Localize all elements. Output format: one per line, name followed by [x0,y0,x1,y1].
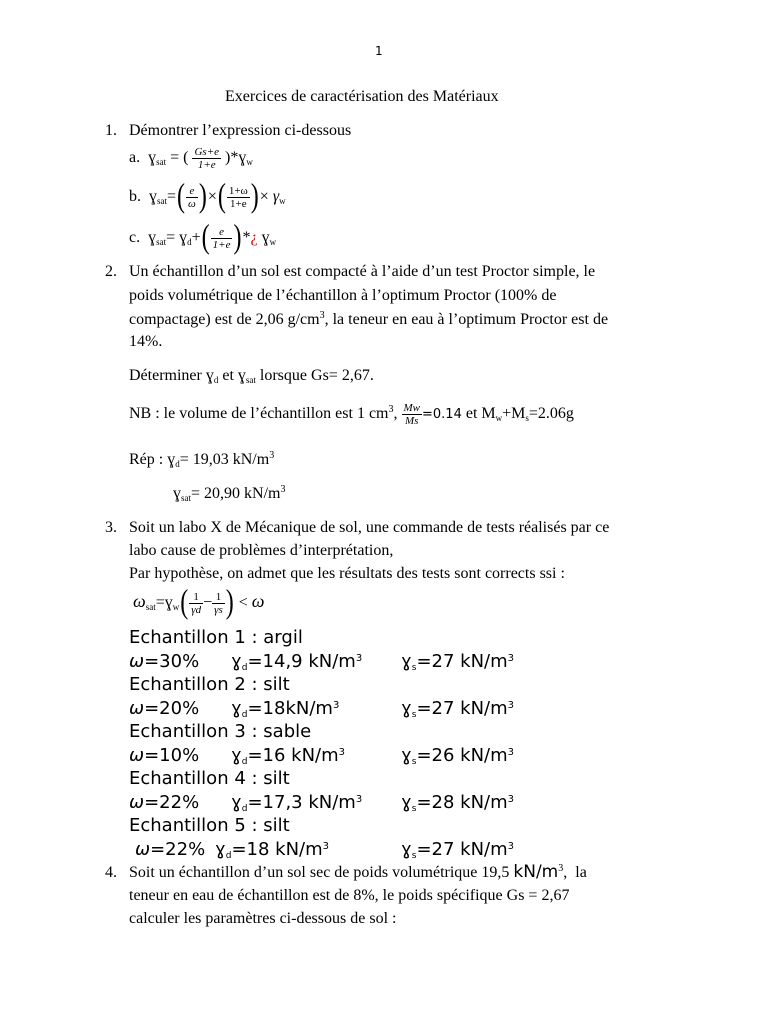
question-3-line-1: Soit un labo X de Mécanique de sol, une commande de tests réalisés par ce [129,519,610,536]
sample-3-values [129,745,549,766]
subscript: s [411,710,417,720]
superscript: 3 [322,841,330,852]
gamma-symbol: ɣ [401,792,412,813]
question-2-answer-2 [173,484,285,503]
solid-unit-weight: =28 kN/m [416,792,508,813]
text-span: = 19,03 kN/m [179,451,270,468]
question-2-determine [129,367,374,385]
subscript: s [411,757,417,767]
omega-symbol: ω [133,591,146,612]
fraction-e-omega: $\frac{e}{\omega}$ [188,185,196,210]
formula-b: b. ɣ$_{sat}$=( $\frac{e}{\omega}$ )×( $\frac{1+\omega}{1+e}$ )× $\gamma_w$ [129,178,286,215]
text-span: +M [502,405,526,423]
question-2-line-1: Un échantillon d’un sol est compacté à l’aide d’un test Proctor simple, le [129,263,596,280]
sample-1-name: Echantillon 1 : argil [129,627,303,648]
unit-text: kN/m [513,862,559,882]
fraction-1omega-1e: $\frac{1+\omega}{1+e}$ [228,185,248,210]
formula-c-label: c. [129,229,141,247]
subscript: sat [145,602,156,613]
question-4-line-3: calculer les paramètres ci-dessous de sol : [129,910,397,927]
subscript: d [241,663,248,673]
gamma-symbol: ɣ [179,229,188,247]
subscript: w [495,413,503,424]
question-1-number: 1. [105,122,117,139]
question-2-line-2: poids volumétrique de l’échantillon à l’optimum Proctor (100% de [129,287,557,304]
sample-2-name: Echantillon 2 : silt [129,674,290,695]
superscript: 3 [355,653,363,664]
sample-5-values [135,839,549,860]
text-span: , la teneur en eau à l’optimum Proctor est de [324,311,609,328]
text-span: = 20,90 kN/m [191,485,281,502]
dry-unit-weight: =16 kN/m [247,745,339,766]
subscript: d [241,710,248,720]
question-2-line-4: 14%. [129,333,163,350]
superscript: 3 [280,484,286,495]
sample-4-values [129,792,549,813]
gamma-symbol: γ [272,188,280,206]
question-1-text: Démontrer l’expression ci-dessous [129,122,352,139]
solid-unit-weight: =26 kN/m [416,745,508,766]
sample-3-name: Echantillon 3 : sable [129,721,312,742]
page-number: 1 [375,44,383,58]
superscript: 3 [388,404,394,416]
text-span: lorsque Gs= 2,67. [259,367,374,384]
omega-symbol: ω [135,839,151,860]
gamma-symbol: ɣ [238,149,247,167]
question-3-line-2: labo cause de problèmes d’interprétation, [129,542,394,559]
omega-symbol: ω [129,651,145,672]
water-content: =22% [150,839,206,860]
gamma-symbol: ɣ [237,367,246,384]
water-content: =10% [144,745,200,766]
formula-a: a. ɣ$_{sat}$ = ( $\frac{Gs+e}{1+e}$ )*ɣ$_w$ [129,146,253,171]
superscript: 3 [558,863,564,874]
superscript: 3 [507,700,515,711]
gamma-symbol: ɣ [401,698,412,719]
question-4-number: 4. [105,864,117,881]
dry-unit-weight: =18 kN/m [231,839,323,860]
solid-unit-weight: =27 kN/m [416,698,508,719]
subscript: w [246,157,253,168]
omega-symbol: ω [129,745,145,766]
subscript: sat [181,493,191,503]
gamma-symbol: ɣ [173,485,181,502]
gamma-symbol: ɣ [401,745,412,766]
water-content: =22% [144,792,200,813]
formula-c: c. ɣ$_{sat}$= ɣ$_d$+( $\frac{e}{1+e}$ )*¿ ɣ$_w$ [129,219,277,256]
subscript: w [279,196,286,207]
sample-1-values [129,651,549,672]
sample-2-values [129,698,549,719]
sample-5-name: Echantillon 5 : silt [129,815,290,836]
subscript: s [411,851,417,861]
gamma-symbol: ɣ [231,745,242,766]
dry-unit-weight: =17,3 kN/m [247,792,356,813]
omega-symbol: ω [129,698,145,719]
placeholder-glyph: ¿ [250,229,258,247]
fraction-1-gs: $\frac{1}{\gamma s}$ [214,591,223,616]
text-span: NB : le volume de l’échantillon est 1 cm [129,405,389,423]
text-span: et [222,367,234,384]
superscript: 3 [319,310,325,321]
subscript: d [241,804,248,814]
fraction-gs-e: $\frac{Gs+e}{1+e}$ [194,146,219,171]
formula-b-label: b. [129,188,141,206]
fraction-mw-ms: $\frac{Mw}{Ms}$ [403,402,420,427]
formula-a-label: a. [129,149,141,167]
superscript: 3 [332,700,340,711]
text-span: la [575,864,587,881]
text-span: et M [465,405,496,423]
subscript: w [269,237,277,248]
solid-unit-weight: =27 kN/m [416,651,508,672]
dry-unit-weight: =18kN/m [247,698,333,719]
subscript: d [241,757,248,767]
fraction-1-gd: $\frac{1}{\gamma d}$ [191,591,202,616]
water-content: =30% [144,651,200,672]
gamma-symbol: ɣ [148,149,157,167]
gamma-symbol: ɣ [231,698,242,719]
text-span: Soit un échantillon d’un sol sec de poids volumétrique 19,5 [129,864,510,881]
superscript: 3 [507,653,515,664]
question-2-answer-1 [129,450,274,469]
subscript: d [225,851,232,861]
subscript: s [411,804,417,814]
document-title: Exercices de caractérisation des Matériaux [225,88,499,105]
superscript: 3 [507,747,515,758]
superscript: 3 [338,747,346,758]
omega-symbol: ω [129,792,145,813]
gamma-symbol: ɣ [149,188,157,206]
gamma-symbol: ɣ [215,839,226,860]
gamma-symbol: ɣ [231,792,242,813]
gamma-symbol: ɣ [261,229,270,247]
omega-symbol: ω [251,591,265,612]
superscript: 3 [507,794,515,805]
gamma-symbol: ɣ [231,651,242,672]
superscript: 3 [507,841,515,852]
question-3-line-3: Par hypothèse, on admet que les résultats des tests sont corrects ssi : [129,565,565,582]
question-2-number: 2. [105,263,117,280]
subscript: sat [157,196,167,207]
answer-label: Rép : [129,451,164,468]
subscript: sat [156,157,167,168]
subscript: d [187,237,192,248]
subscript: s [411,663,417,673]
gamma-symbol: ɣ [205,367,214,384]
question-2-line-3 [129,310,608,329]
subscript: s [525,413,529,424]
gamma-symbol: ɣ [148,229,157,247]
water-content: =20% [144,698,200,719]
question-3-condition: $\omega_{sat}=ɣ_w$( $\frac{1}{\gamma d}$ − $\frac{1}{\gamma s}$ ) < ω [133,584,265,621]
text-span: =2.06g [528,405,574,423]
gamma-symbol: ɣ [401,651,412,672]
superscript: 3 [269,450,275,461]
ratio-value: =0.14 [422,407,462,423]
question-4-line-1: Soit un échantillon d’un sol sec de poids volumétrique 19,5 $kN/m^3$, la [129,862,587,882]
superscript: 3 [355,794,363,805]
subscript: w [172,602,180,613]
gamma-symbol: ɣ [401,839,412,860]
gamma-symbol: ɣ [167,451,176,468]
question-2-nb: NB : le volume de l’échantillon est 1 $cm^3$, $\frac{Mw}{Ms}$ =0.14 et $M_w+M_s=2.06g$ [129,402,574,427]
subscript: d [213,375,219,385]
dry-unit-weight: =14,9 kN/m [247,651,356,672]
subscript: sat [245,375,256,385]
subscript: sat [156,237,167,248]
solid-unit-weight: =27 kN/m [416,839,508,860]
text-span: Déterminer [129,367,202,384]
fraction-e-1e: $\frac{e}{1+e}$ [212,226,231,251]
question-4-line-2: teneur en eau de échantillon est de 8%, le poids spécifique Gs = 2,67 [129,887,570,904]
question-3-number: 3. [105,519,117,536]
gamma-symbol: ɣ [164,594,173,612]
text-span: compactage) est de 2,06 g/cm [129,311,320,328]
subscript: d [175,459,180,469]
sample-4-name: Echantillon 4 : silt [129,768,290,789]
